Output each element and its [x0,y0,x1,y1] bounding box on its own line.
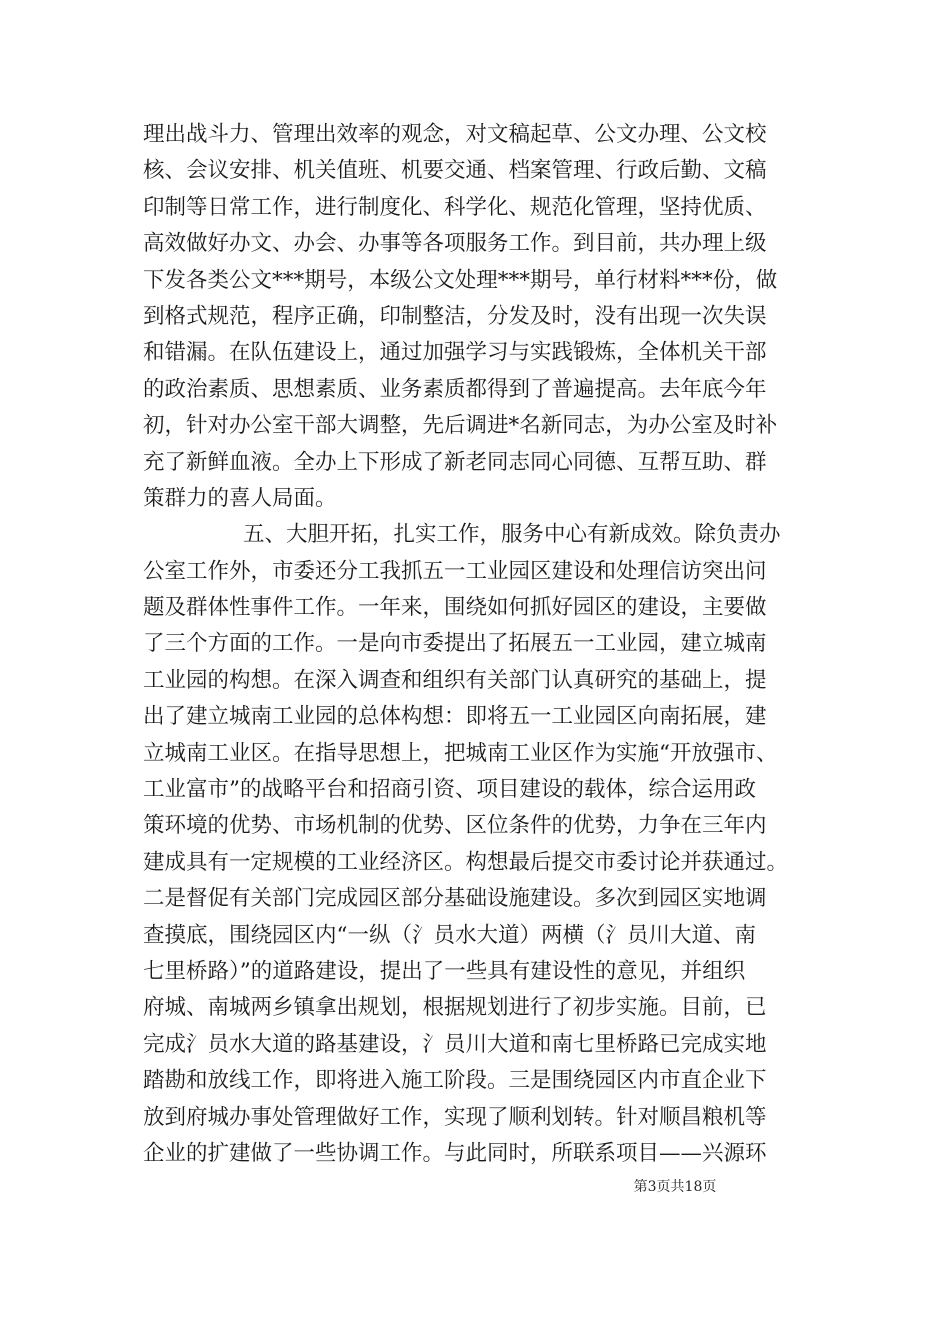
text-line: 初，针对办公室干部大调整，先后调进*名新同志，为办公室及时补 [143,413,778,439]
text-line: 高效做好办文、办会、办事等各项服务工作。到目前，共办理上级 [143,231,767,257]
section-heading-line: 五、大胆开拓，扎实工作，服务中心有新成效。除负责办 [243,522,781,548]
text-line: 立城南工业区。在指导思想上，把城南工业区作为实施“开放强市、 [143,740,778,766]
text-line: 放到府城办事处管理做好工作，实现了顺利划转。针对顺昌粮机等 [143,1104,767,1130]
text-line: 府城、南城两乡镇拿出规划，根据规划进行了初步实施。目前，已 [143,995,767,1021]
text-line: 题及群体性事件工作。一年来，围绕如何抓好园区的建设，主要做 [143,595,767,621]
text-line: 建成具有一定规模的工业经济区。构想最后提交市委讨论并获通过。 [143,849,789,875]
text-line: 下发各类公文***期号，本级公文处理***期号，单行材料***份，做 [143,267,778,293]
text-line: 工业园的构想。在深入调查和组织有关部门认真研究的基础上，提 [143,667,767,693]
text-line: 出了建立城南工业园的总体构想：即将五一工业园区向南拓展，建 [143,704,767,730]
text-line: 企业的扩建做了一些协调工作。与此同时，所联系项目——兴源环 [143,1140,767,1166]
text-line: 完成氵员水大道的路基建设，氵员川大道和南七里桥路已完成实地 [143,1031,767,1057]
text-line: 理出战斗力、管理出效率的观念，对文稿起草、公文办理、公文校 [143,122,767,147]
page-footer [0,1176,950,1196]
text-line: 踏勘和放线工作，即将进入施工阶段。三是围绕园区内市直企业下 [143,1068,767,1094]
text-line: 公室工作外，市委还分工我抓五一工业园区建设和处理信访突出问 [143,558,767,584]
text-line: 核、会议安排、机关值班、机要交通、档案管理、行政后勤、文稿 [143,158,767,184]
text-line: 七里桥路）”的道路建设，提出了一些具有建设性的意见，并组织 [143,958,746,984]
text-line: 工业富市”的战略平台和招商引资、项目建设的载体，综合运用政 [143,777,756,803]
text-line: 策群力的喜人局面。 [143,485,337,511]
text-line: 了三个方面的工作。一是向市委提出了拓展五一工业园，建立城南 [143,631,767,657]
text-line: 查摸底，围绕园区内“一纵（氵员水大道）两横（氵员川大道、南 [143,922,756,948]
text-line: 充了新鲜血液。全办上下形成了新老同志同心同德、互帮互助、群 [143,449,767,475]
text-line: 策环境的优势、市场机制的优势、区位条件的优势，力争在三年内 [143,813,767,839]
text-line: 二是督促有关部门完成园区部分基础设施建设。多次到园区实地调 [143,886,767,912]
text-line: 印制等日常工作，进行制度化、科学化、规范化管理，坚持优质、 [143,194,767,220]
page-number: 第3页共18页 [633,1179,717,1195]
text-line: 的政治素质、思想素质、业务素质都得到了普遍提高。去年底今年 [143,376,767,402]
text-line: 和错漏。在队伍建设上，通过加强学习与实践锻炼，全体机关干部 [143,340,767,366]
body-text [143,117,813,1172]
text-line: 到格式规范，程序正确，印制整洁，分发及时，没有出现一次失误 [143,303,767,329]
